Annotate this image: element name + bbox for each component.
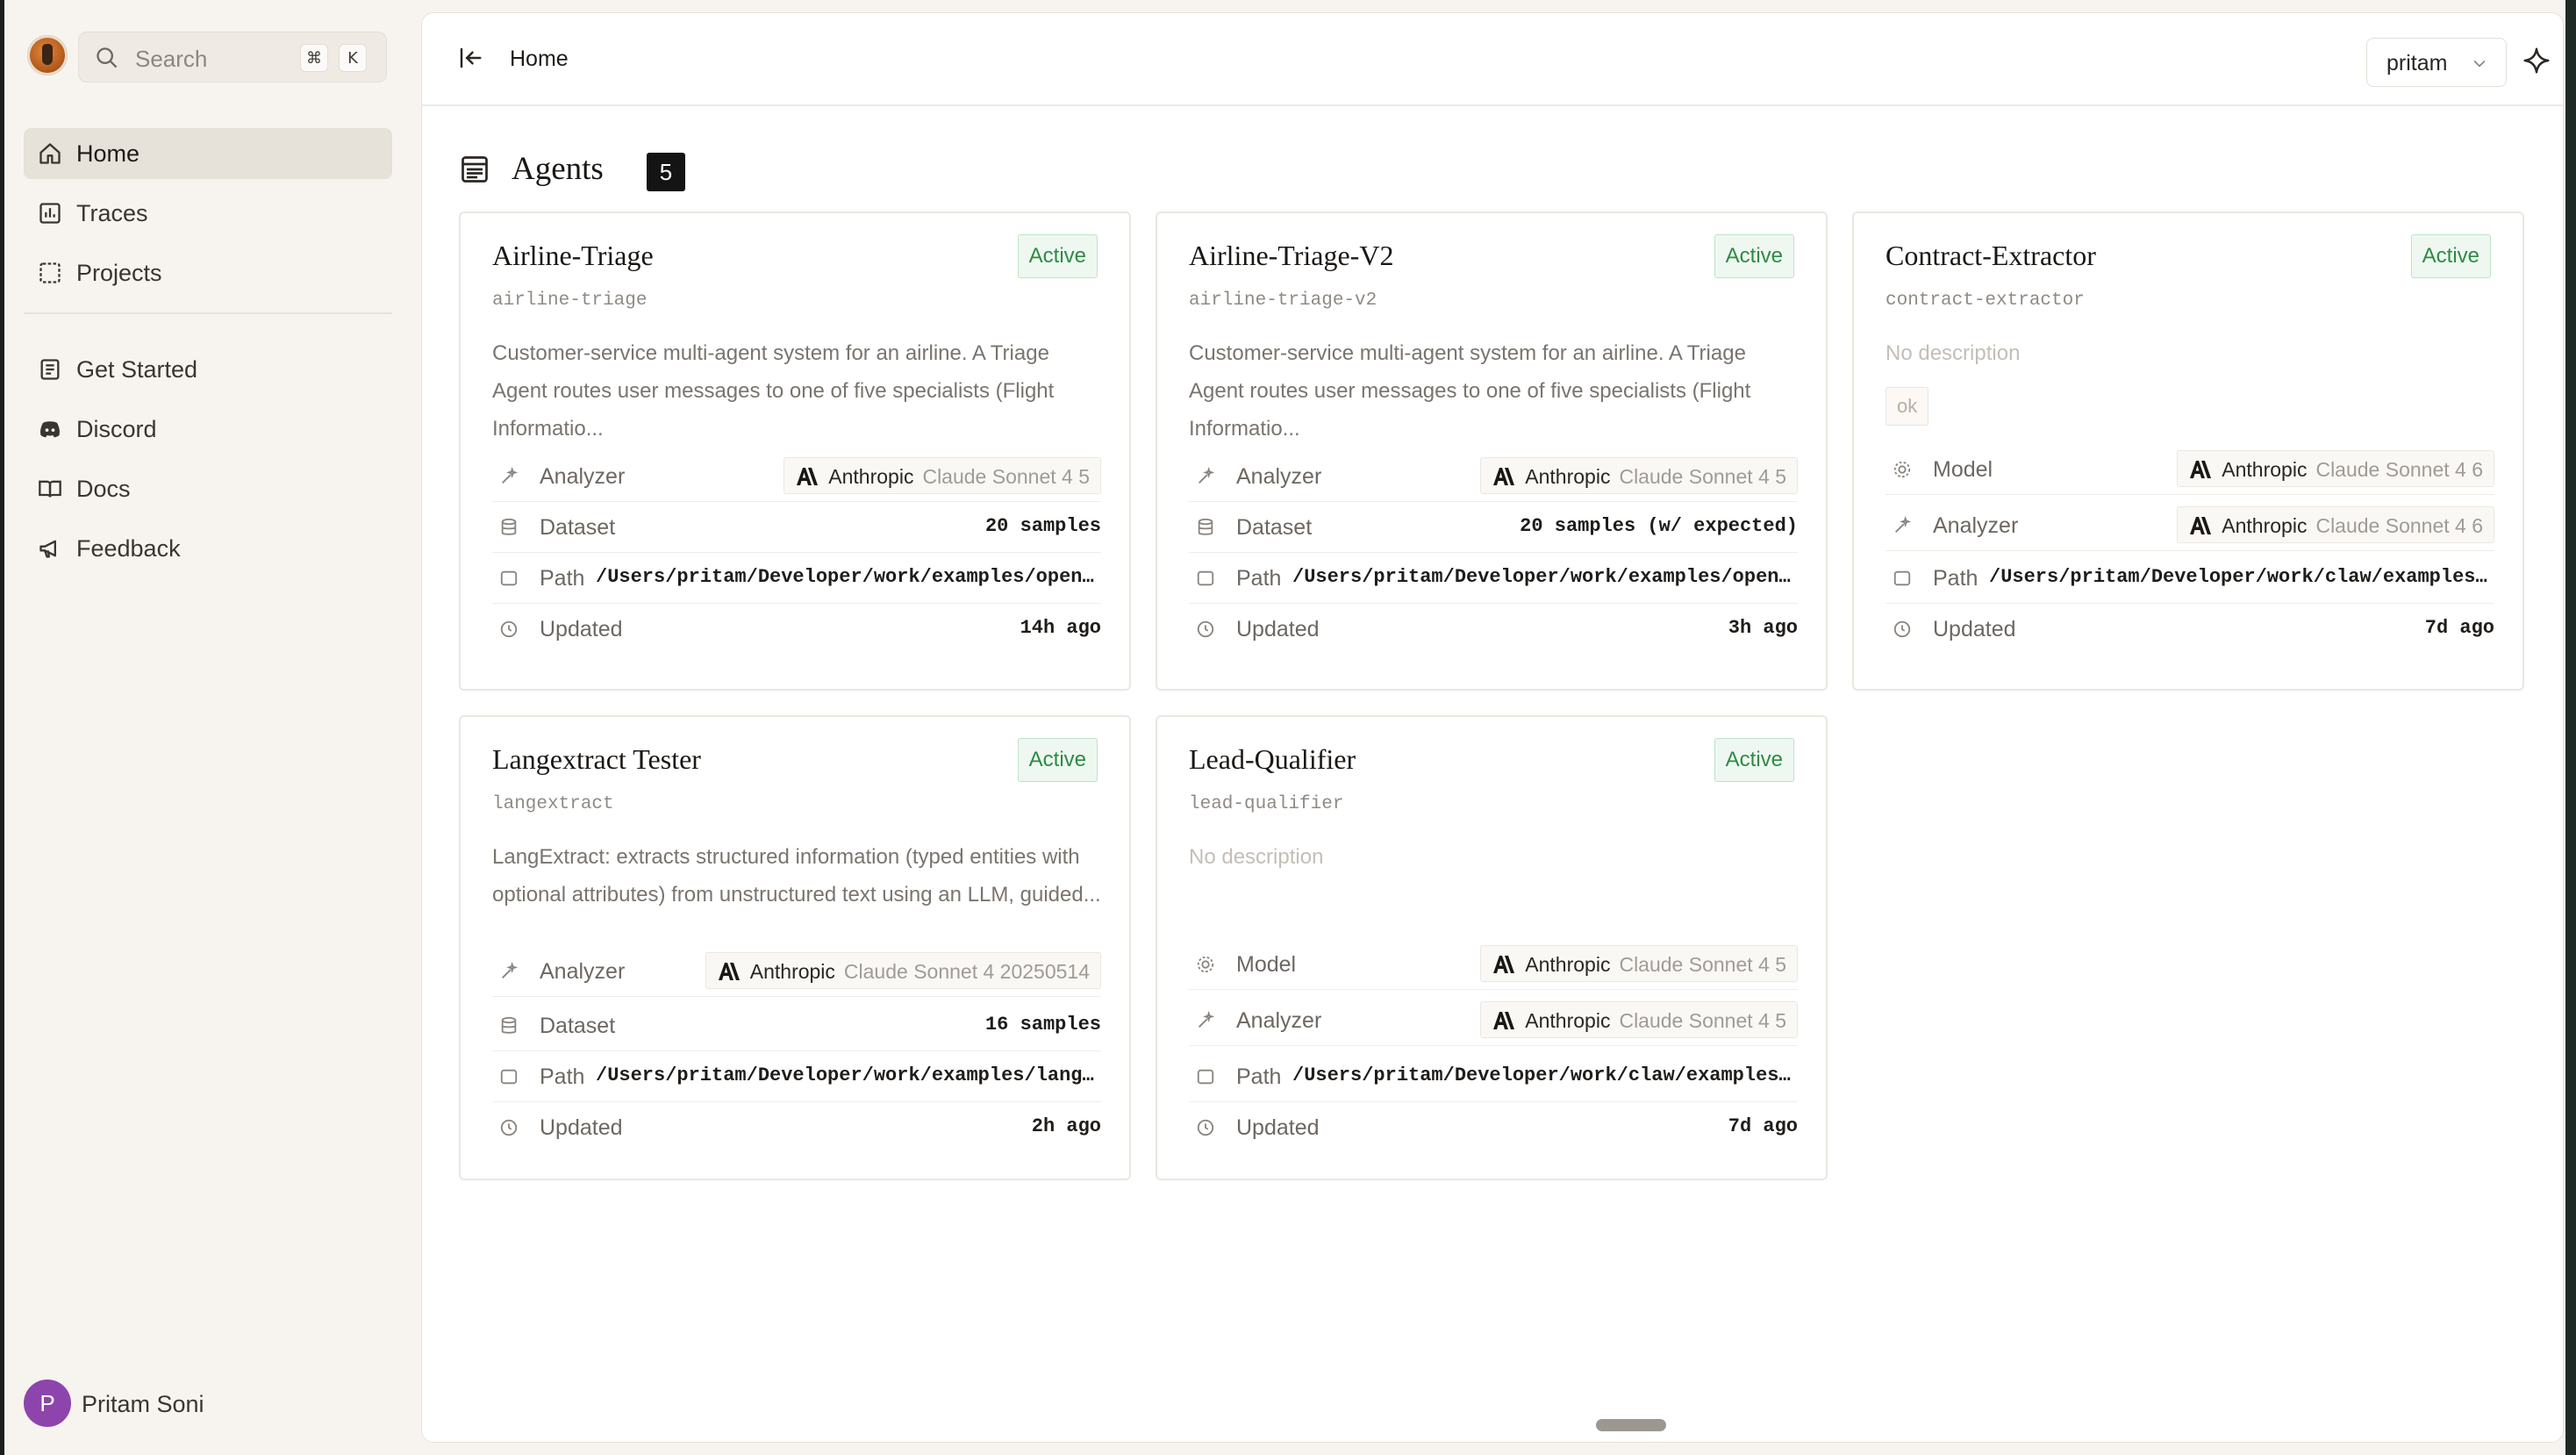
row-label: Analyzer	[540, 959, 626, 984]
row-label: Model	[1236, 952, 1297, 977]
database-icon	[499, 518, 519, 537]
book-icon	[38, 357, 62, 382]
agent-description: No description	[1189, 845, 1324, 869]
row-label: Analyzer	[540, 464, 626, 489]
model-name: Claude Sonnet 4 5	[922, 465, 1090, 488]
dataset-row	[492, 501, 1101, 553]
model-chip	[784, 457, 1101, 494]
main-panel	[421, 12, 2564, 1443]
sidebar-item-feedback[interactable]	[24, 523, 392, 574]
agent-card-airline-triage-v2[interactable]	[1156, 211, 1828, 691]
sidebar-item-get-started[interactable]	[24, 344, 392, 395]
database-icon	[1196, 518, 1215, 537]
model-provider: Anthropic	[1525, 953, 1611, 976]
gear-icon	[1893, 460, 1912, 479]
chevron-down-icon	[2471, 54, 2488, 72]
sparkle-icon[interactable]	[2522, 47, 2551, 75]
agent-name: Lead-Qualifier	[1189, 743, 1356, 775]
section-title: Agents	[512, 151, 604, 187]
anthropic-icon	[2188, 459, 2211, 480]
sidebar	[4, 0, 417, 1455]
model-provider: Anthropic	[828, 465, 914, 488]
agent-slug: contract-extractor	[1885, 290, 2085, 311]
anthropic-icon	[717, 961, 740, 982]
search-input[interactable]	[78, 32, 387, 82]
dataset-value: 20 samples	[984, 515, 1101, 537]
updated-value: 2h ago	[1031, 1115, 1101, 1137]
model-chip	[1480, 945, 1798, 982]
row-label: Path	[540, 566, 585, 591]
docs-icon	[38, 477, 62, 501]
collapse-sidebar-icon[interactable]	[457, 45, 483, 71]
row-label: Analyzer	[1236, 464, 1322, 489]
updated-row	[1189, 1101, 1798, 1152]
database-icon	[499, 1016, 519, 1036]
shortcut-k-key: K	[339, 44, 367, 72]
sidebar-item-label: Docs	[76, 476, 131, 502]
path-value: /Users/pritam/Developer/work/claw/examples…	[1989, 566, 2487, 588]
analyzer-icon	[499, 467, 519, 486]
row-label: Dataset	[540, 1014, 616, 1038]
analyzer-row	[1885, 499, 2494, 551]
updated-value: 14h ago	[1020, 617, 1101, 639]
top-bar	[422, 13, 2563, 106]
path-row	[492, 1050, 1101, 1102]
model-row	[1885, 443, 2494, 495]
sidebar-item-label: Home	[76, 140, 140, 167]
analyzer-icon	[1196, 1011, 1215, 1030]
dataset-value: 20 samples (w/ expected)	[1520, 515, 1798, 537]
row-label: Updated	[1236, 1115, 1320, 1140]
model-chip	[2177, 506, 2494, 543]
agent-card-contract-extractor[interactable]	[1852, 211, 2524, 691]
agent-card-airline-triage[interactable]	[459, 211, 1131, 691]
search-icon	[95, 46, 119, 70]
anthropic-icon	[1492, 1010, 1514, 1031]
clock-icon	[1196, 620, 1215, 639]
analyzer-icon	[1893, 516, 1912, 535]
row-label: Path	[540, 1064, 585, 1089]
sidebar-item-home[interactable]	[24, 128, 392, 179]
dataset-value: 16 samples	[984, 1014, 1101, 1036]
model-provider: Anthropic	[2222, 514, 2308, 537]
row-label: Updated	[540, 617, 623, 641]
model-chip	[1480, 1001, 1798, 1038]
avatar: P	[24, 1380, 71, 1427]
chart-icon	[38, 201, 62, 226]
model-name: Claude Sonnet 4 5	[1619, 953, 1786, 976]
analyzer-row	[1189, 994, 1798, 1046]
row-label: Path	[1933, 566, 1979, 591]
path-value: /Users/pritam/Developer/work/examples/open…	[596, 566, 1094, 588]
sidebar-item-discord[interactable]	[24, 404, 392, 455]
model-name: Claude Sonnet 4 5	[1619, 465, 1786, 488]
clock-icon	[499, 1118, 519, 1137]
megaphone-icon	[38, 536, 62, 561]
agent-card-lead-qualifier[interactable]	[1156, 715, 1828, 1180]
user-name: Pritam Soni	[82, 1391, 204, 1417]
gear-icon	[1196, 955, 1215, 974]
agents-icon	[459, 154, 490, 185]
row-label: Path	[1236, 1064, 1282, 1089]
sidebar-item-label: Discord	[76, 416, 157, 442]
status-badge: Active	[1714, 738, 1794, 782]
updated-row	[1885, 603, 2494, 654]
folder-icon	[1196, 569, 1215, 588]
model-chip	[1480, 457, 1798, 494]
updated-value: 7d ago	[1728, 1115, 1798, 1137]
sidebar-item-label: Feedback	[76, 535, 181, 562]
agent-name: Airline-Triage	[492, 240, 654, 271]
model-provider: Anthropic	[1525, 465, 1611, 488]
search-placeholder: Search	[135, 46, 208, 72]
clock-icon	[499, 620, 519, 639]
sidebar-item-docs[interactable]	[24, 463, 392, 514]
updated-row	[492, 1101, 1101, 1152]
anthropic-icon	[795, 466, 818, 487]
model-provider: Anthropic	[2222, 458, 2308, 481]
path-value: /Users/pritam/Developer/work/claw/examples…	[1292, 1064, 1791, 1086]
agent-description: Customer-service multi-agent system for an airline. A Triage Agent routes user messages to one of five specialists (Flight Informatio...	[492, 341, 1055, 441]
agent-slug: lead-qualifier	[1189, 794, 1344, 814]
row-label: Model	[1933, 457, 1993, 482]
row-label: Analyzer	[1933, 513, 2019, 538]
user-select-value: pritam	[2386, 51, 2448, 75]
sidebar-item-label: Get Started	[76, 356, 198, 383]
folder-icon	[499, 1067, 519, 1086]
breadcrumb[interactable]: Home	[510, 47, 569, 71]
agent-slug: airline-triage-v2	[1189, 290, 1377, 311]
discord-icon	[38, 417, 62, 441]
shortcut-cmd-key: ⌘	[300, 44, 328, 72]
analyzer-row	[1189, 450, 1798, 502]
agent-name: Langextract Tester	[492, 743, 701, 775]
agent-description: LangExtract: extracts structured information (typed entities with optional attributes) from unstructured text using an LLM, guided...	[492, 845, 1101, 907]
analyzer-row	[492, 450, 1101, 502]
row-label: Dataset	[540, 515, 616, 540]
clock-icon	[1196, 1118, 1215, 1137]
model-row	[1189, 938, 1798, 990]
window-frame-right	[2565, 0, 2576, 1455]
scroll-handle[interactable]	[1596, 1419, 1666, 1431]
app-logo[interactable]	[27, 35, 68, 75]
path-row	[1189, 1050, 1798, 1102]
model-provider: Anthropic	[1525, 1009, 1611, 1032]
status-badge: Active	[1714, 234, 1794, 278]
folder-icon	[1196, 1067, 1215, 1086]
row-label: Path	[1236, 566, 1282, 591]
row-label: Updated	[1236, 617, 1320, 641]
agent-name: Contract-Extractor	[1885, 240, 2096, 271]
anthropic-icon	[2188, 515, 2211, 536]
projects-icon	[38, 261, 62, 285]
model-name: Claude Sonnet 4 5	[1619, 1009, 1786, 1032]
agent-card-langextract[interactable]	[459, 715, 1131, 1180]
row-label: Analyzer	[1236, 1008, 1322, 1033]
tag-badge: ok	[1885, 387, 1928, 426]
updated-value: 7d ago	[2424, 617, 2494, 639]
model-chip	[2177, 450, 2494, 487]
row-label: Dataset	[1236, 515, 1313, 540]
user-profile[interactable]	[24, 1380, 392, 1429]
analyzer-row	[492, 945, 1101, 997]
sidebar-item-label: Traces	[76, 200, 148, 226]
dataset-row	[1189, 501, 1798, 553]
path-value: /Users/pritam/Developer/work/examples/lang…	[596, 1064, 1094, 1086]
user-select[interactable]	[2366, 38, 2507, 87]
folder-icon	[499, 569, 519, 588]
model-provider: Anthropic	[749, 960, 835, 983]
sidebar-item-label: Projects	[76, 260, 162, 286]
dataset-row	[492, 1000, 1101, 1051]
path-row	[1189, 552, 1798, 604]
updated-value: 3h ago	[1728, 617, 1798, 639]
agent-slug: langextract	[492, 794, 614, 814]
analyzer-icon	[499, 962, 519, 981]
row-label: Updated	[1933, 617, 2016, 641]
model-name: Claude Sonnet 4 20250514	[843, 960, 1090, 983]
row-label: Updated	[540, 1115, 623, 1140]
path-row	[492, 552, 1101, 604]
anthropic-icon	[1492, 954, 1514, 975]
status-badge: Active	[2411, 234, 2491, 278]
model-name: Claude Sonnet 4 6	[2315, 514, 2483, 537]
path-row	[1885, 552, 2494, 604]
path-value: /Users/pritam/Developer/work/examples/open…	[1292, 566, 1791, 588]
agent-description: No description	[1885, 341, 2021, 365]
folder-icon	[1893, 569, 1912, 588]
home-icon	[38, 141, 62, 166]
anthropic-icon	[1492, 466, 1514, 487]
sidebar-item-projects[interactable]	[24, 247, 392, 298]
status-badge: Active	[1018, 738, 1098, 782]
agent-slug: airline-triage	[492, 290, 648, 311]
status-badge: Active	[1018, 234, 1098, 278]
model-chip	[705, 952, 1101, 989]
sidebar-item-traces[interactable]	[24, 188, 392, 239]
updated-row	[1189, 603, 1798, 654]
analyzer-icon	[1196, 467, 1215, 486]
clock-icon	[1893, 620, 1912, 639]
model-name: Claude Sonnet 4 6	[2315, 458, 2483, 481]
updated-row	[492, 603, 1101, 654]
agent-count-badge: 5	[647, 153, 685, 191]
agent-name: Airline-Triage-V2	[1189, 240, 1394, 271]
sidebar-divider	[24, 312, 392, 314]
agent-description: Customer-service multi-agent system for an airline. A Triage Agent routes user messages to one of five specialists (Flight Informatio...	[1189, 341, 1751, 441]
